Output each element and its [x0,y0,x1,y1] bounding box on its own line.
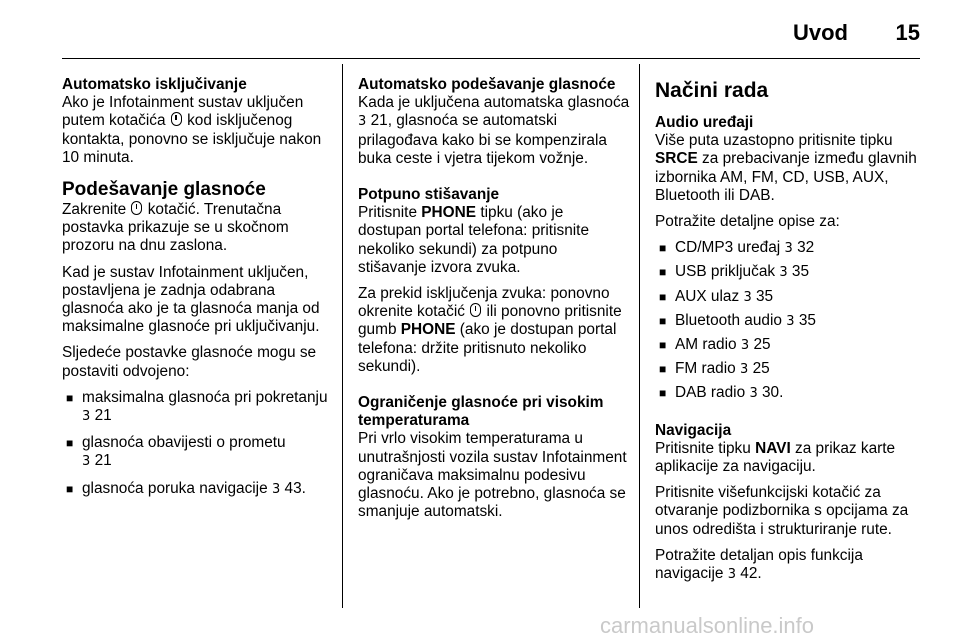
text: ili ponovno pritisnite gumb [358,303,622,339]
text: Zakrenite [62,201,127,219]
paragraph: Potražite detaljne opise za: [655,213,840,231]
text: glasnoća poruka navigacije [82,479,268,497]
heading-mute: Potpuno stišavanje [358,186,500,204]
paragraph [62,94,334,167]
paragraph: Sljedeće postavke glasnoće mogu se postaviti odvojeno: [62,344,317,380]
text: AUX ulaz [675,287,740,305]
paragraph [358,94,630,168]
audio-sources-list [655,239,925,403]
text: glasnoća obavijesti o prometu [82,434,286,452]
heading-volume: Podešavanje glasnoće [62,179,266,201]
text: Pritisnite [358,204,418,222]
text: (ako je dostupan portal telefona: držite pritisnuto nekoliko sekundi). [358,321,617,375]
page-ref-icon: 3 [740,338,750,354]
page-ref-icon: 3 [82,454,91,470]
text: tipku (ako je dostupan portal telefona: pritisnite nekoliko sekundi) za potpuno stišavanje izvora zvuka. [358,204,590,276]
navi-key-label: NAVI [755,439,791,457]
list-item [655,360,925,379]
text: . [757,565,762,583]
page-ref-icon: 3 [749,386,758,402]
text: , glasnoća se automatski prilagođava kako bi se kompenzirala buka ceste i vjetra tijekom vožnje. [358,112,607,167]
text: FM radio [675,360,736,378]
text: . [301,479,306,497]
list-item [655,312,925,331]
page-ref-icon: 3 [271,481,281,497]
heading-navigation: Navigacija [655,421,732,439]
text: Potražite detaljan opis funkcija navigacije [655,546,863,583]
text: Pritisnite tipku [655,439,751,457]
paragraph: Kad je sustav Infotainment uključen, postavljena je zadnja odabrana glasnoća ako je ta glasnoća manja od maksimalne glasnoće pri uključivanju. [62,263,320,336]
list-item [62,434,334,471]
text: Bluetooth audio [675,311,782,329]
phone-key-label: PHONE [421,204,477,222]
list-item [62,389,334,426]
heading-auto-volume: Automatsko podešavanje glasnoće [358,76,616,93]
list-item [62,480,334,499]
column-2 [358,76,630,529]
phone-key-label: PHONE [400,321,456,339]
page-header [0,0,960,62]
text: maksimalna glasnoća pri pokretanju [82,388,328,406]
text: Ako je Infotainment sustav uključen putem kotačića [62,94,304,130]
heading-temp-limit: Ograničenje glasnoće pri visokim temperaturama [358,394,604,430]
text: kotačić. Trenutačna postavka prikazuje se u skočnom prozoru na dnu zaslona. [62,201,289,255]
paragraph: Pri vrlo visokim temperaturama u unutrašnjosti vozila sustav Infotainment ograničava maksimalnu podesivu glasnoću. Ako je potrebno, glasnoća se smanjuje automatski. [358,430,627,521]
heading-audio-devices: Audio uređaji [655,114,754,131]
text: za prebacivanje između glavnih izbornika AM, FM, CD, USB, AUX, Bluetooth ili DAB. [655,150,917,204]
page-ref: 21 [370,112,388,130]
volume-knob-icon [131,201,142,215]
page-ref-icon: 3 [358,114,367,130]
list-item [655,384,925,403]
list-item [655,239,925,258]
column-divider [639,64,640,608]
paragraph [358,285,630,376]
column-3 [655,76,925,592]
paragraph [655,547,925,584]
text: CD/MP3 uređaj [675,239,781,257]
list-item [655,288,925,307]
list-item [655,336,925,355]
page-ref-icon: 3 [786,313,795,329]
page-ref: 42 [740,565,758,583]
page-ref: 21 [94,407,112,425]
paragraph [655,440,925,476]
list-item [655,263,925,282]
heading-modes: Načini rada [655,79,769,102]
text: Kada je uključena automatska glasnoća [358,94,630,112]
page-ref-icon: 3 [779,265,788,281]
column-1 [62,76,334,507]
page-ref: 25 [753,336,771,354]
page-ref: 21 [94,452,112,470]
section-title: Uvod [793,20,848,45]
heading-auto-off: Automatsko isključivanje [62,76,247,93]
text: Više puta uzastopno pritisnite tipku [655,132,893,150]
paragraph [358,204,630,277]
page-ref-icon: 3 [743,289,752,305]
page-ref: 32 [797,239,815,257]
text: DAB radio [675,384,746,402]
text: kod isključenog kontakta, ponovno se isključuje nakon 10 minuta. [62,112,322,166]
column-divider [342,64,343,608]
srce-key-label: SRCE [655,150,698,168]
volume-knob-icon [470,303,481,317]
volume-settings-list [62,389,334,499]
page-ref: 43 [284,479,302,497]
page-ref-icon: 3 [82,409,91,425]
page-ref: 25 [752,360,770,378]
header-rule [62,58,920,59]
page-ref: 30 [762,384,780,402]
text: AM radio [675,336,737,354]
text: USB priključak [675,263,776,281]
paragraph: Pritisnite višefunkcijski kotačić za otvaranje podizbornika s opcijama za unos odredišta i strukturiranje rute. [655,484,909,538]
paragraph [62,201,334,256]
text: . [779,384,784,402]
page-ref: 35 [756,287,774,305]
text: za prikaz karte aplikacije za navigaciju. [655,439,896,476]
page-ref: 35 [798,311,816,329]
page-ref: 35 [791,263,810,281]
page-ref-icon: 3 [727,567,737,583]
watermark: carmanualsonline.info [600,613,815,638]
paragraph [655,132,925,205]
page-ref-icon: 3 [740,362,749,378]
page-number: 15 [895,20,920,45]
page-ref-icon: 3 [784,241,793,257]
volume-knob-icon [171,112,182,126]
text: Za prekid isključenja zvuka: ponovno okrenite kotačić [358,285,610,321]
